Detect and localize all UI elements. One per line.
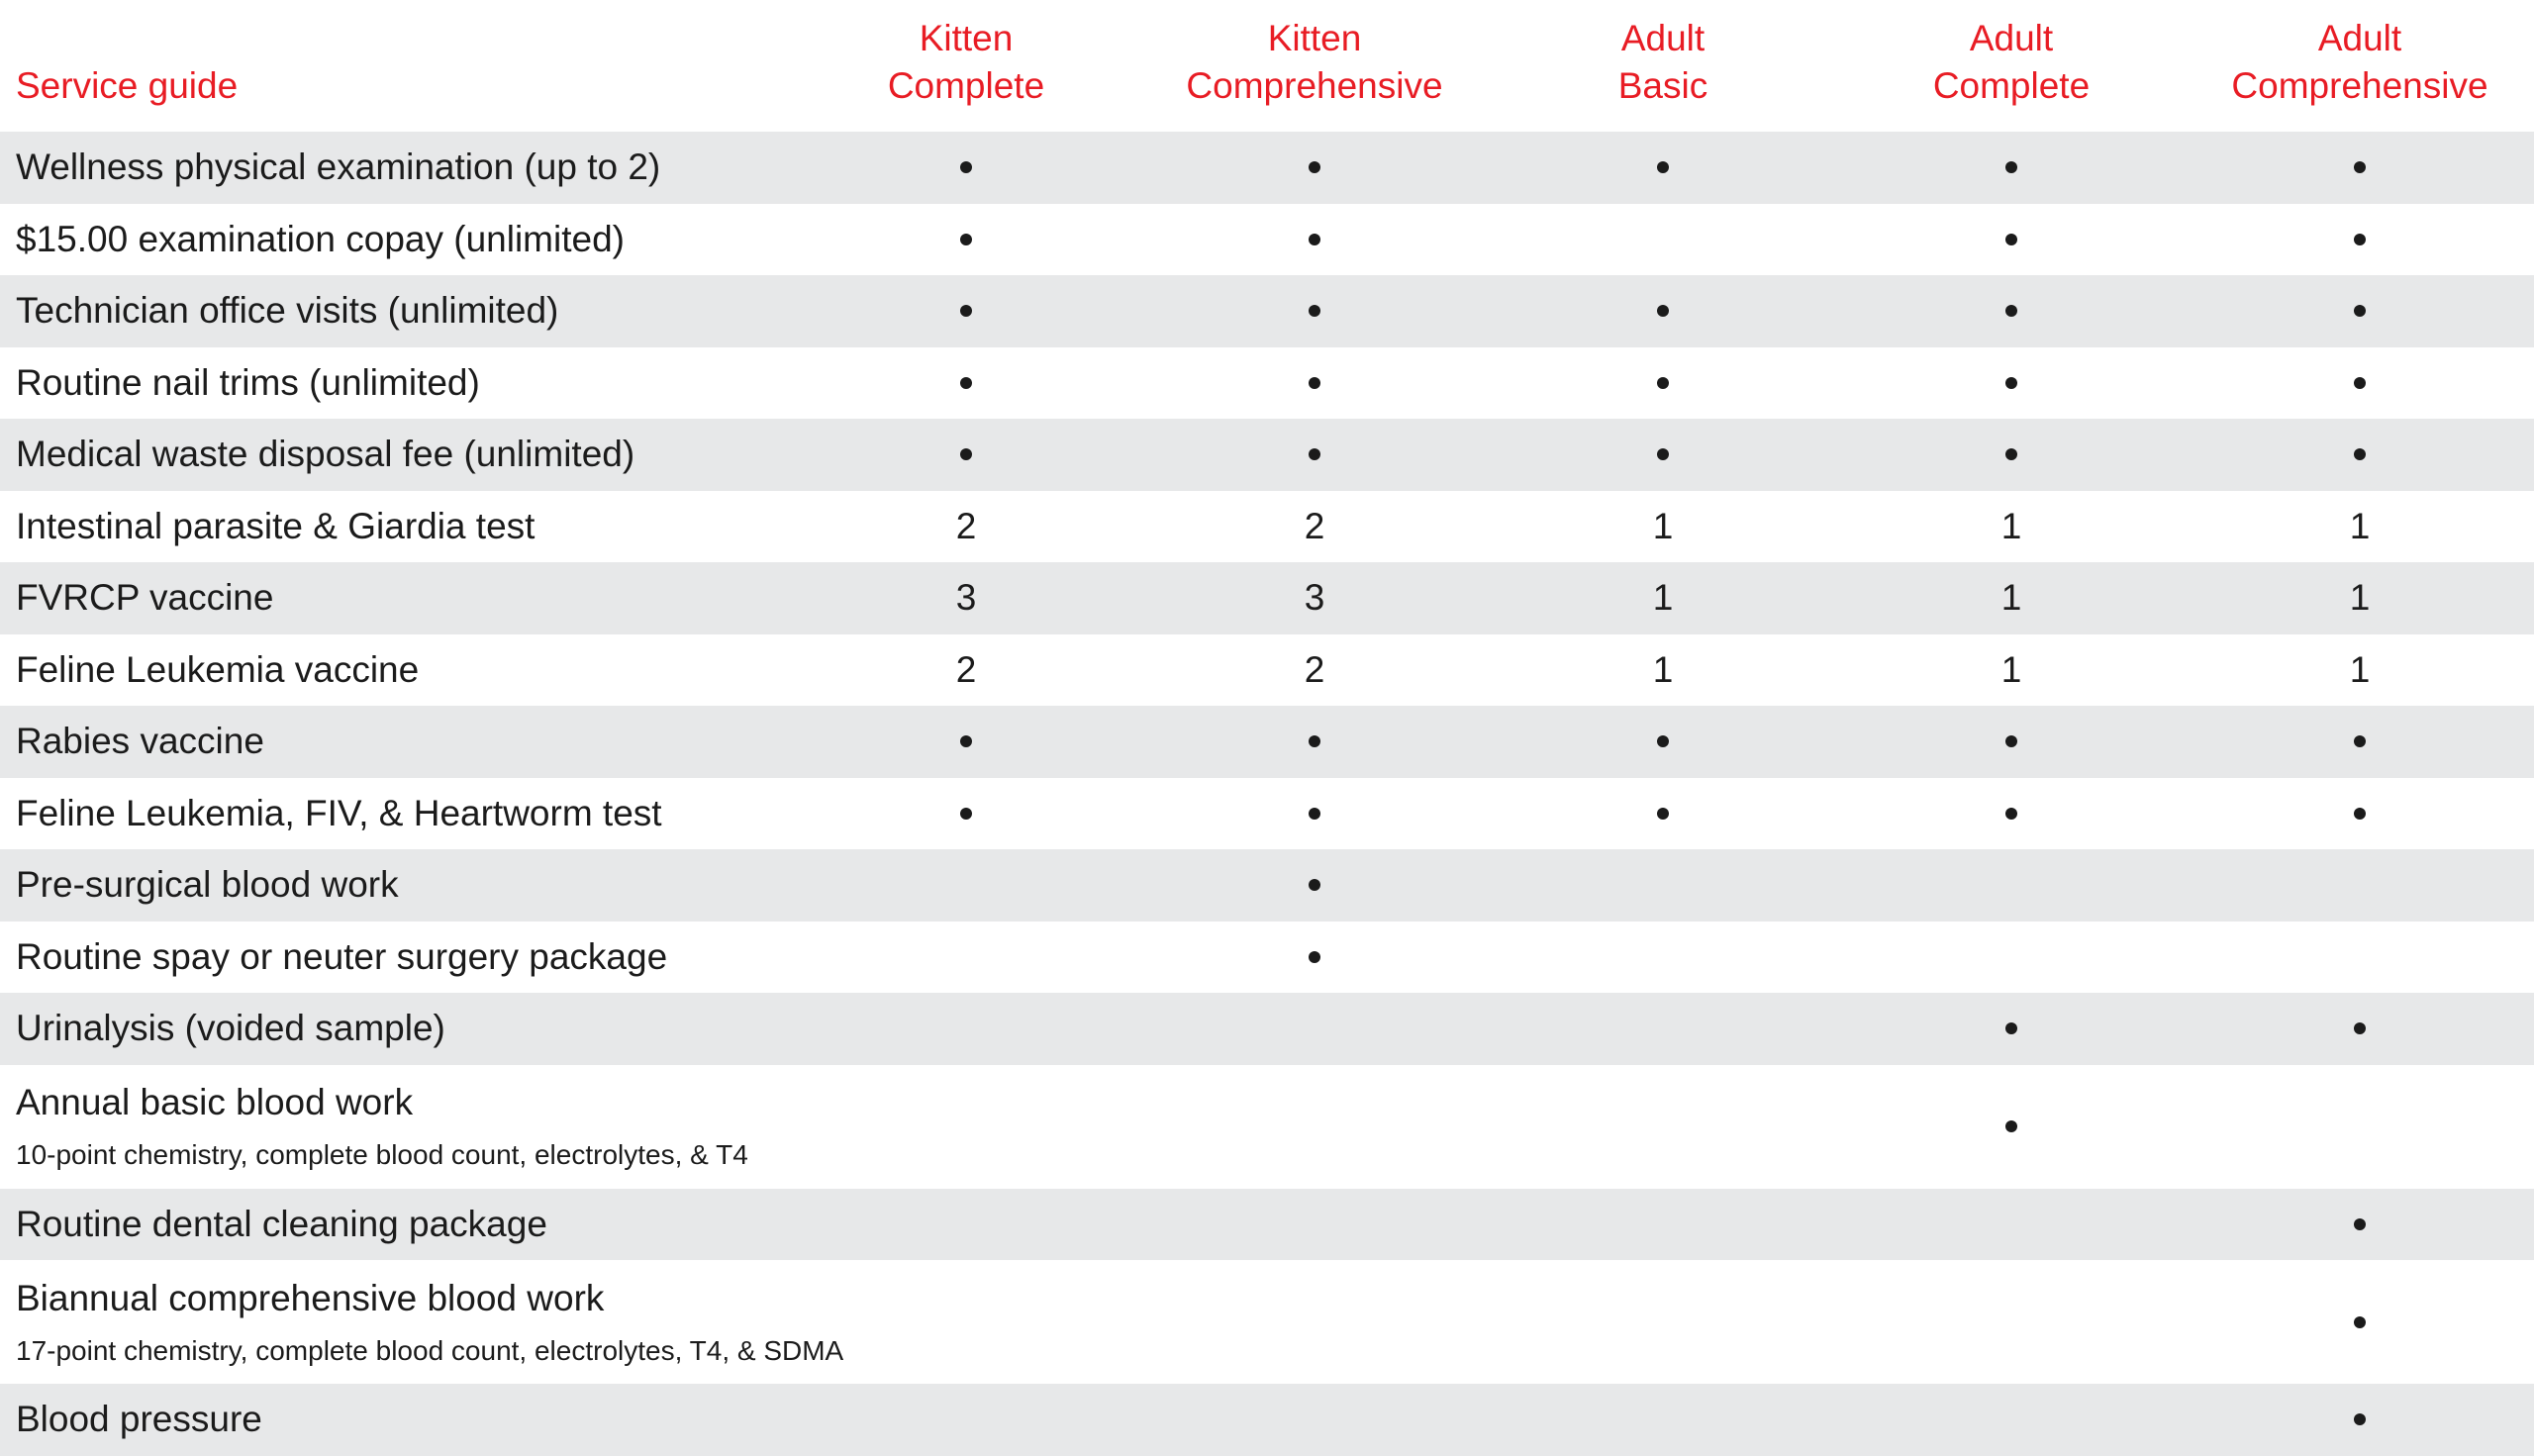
plan-cell	[2186, 735, 2534, 747]
included-dot-icon	[1657, 448, 1669, 460]
table-row	[0, 778, 2534, 850]
included-dot-icon	[2005, 808, 2017, 820]
plan-cell	[1140, 305, 1489, 317]
plan-header-line1: Adult	[1620, 18, 1706, 58]
included-dot-icon	[1657, 161, 1669, 173]
included-dot-icon	[960, 448, 972, 460]
column-header-service-guide: Service guide	[16, 65, 239, 106]
included-dot-icon	[1309, 879, 1320, 891]
quantity-value: 2	[955, 648, 977, 690]
plan-cell	[792, 506, 1140, 547]
service-subtext: 10-point chemistry, complete blood count, electrolytes, & T4	[16, 1139, 748, 1170]
table-row	[0, 1384, 2534, 1456]
service-label	[0, 1081, 792, 1172]
plan-cell	[1837, 649, 2186, 691]
column-header-kitten-complete	[792, 15, 1140, 110]
plan-cell	[792, 377, 1140, 389]
plan-cell	[2186, 1218, 2534, 1230]
plan-cell	[792, 305, 1140, 317]
included-dot-icon	[1309, 735, 1320, 747]
included-dot-icon	[2354, 234, 2366, 245]
table-row	[0, 347, 2534, 420]
plan-cell	[1140, 808, 1489, 820]
table-row	[0, 1065, 2534, 1189]
included-dot-icon	[1309, 377, 1320, 389]
plan-cell	[792, 234, 1140, 245]
plan-cell	[1837, 506, 2186, 547]
service-name: FVRCP vaccine	[16, 577, 274, 619]
included-dot-icon	[1309, 305, 1320, 317]
quantity-value: 3	[955, 577, 977, 619]
included-dot-icon	[960, 234, 972, 245]
quantity-value: 1	[2349, 577, 2371, 619]
plan-cell	[1837, 377, 2186, 389]
service-label	[0, 863, 792, 907]
plan-cell	[2186, 1413, 2534, 1425]
service-label	[0, 361, 792, 405]
service-label	[0, 720, 792, 763]
plan-header-line2: Complete	[887, 65, 1045, 106]
included-dot-icon	[2354, 1218, 2366, 1230]
included-dot-icon	[2354, 735, 2366, 747]
quantity-value: 2	[1304, 505, 1325, 546]
plan-cell	[2186, 161, 2534, 173]
included-dot-icon	[2354, 1022, 2366, 1034]
plan-cell	[1489, 808, 1837, 820]
service-label	[0, 935, 792, 979]
included-dot-icon	[1657, 808, 1669, 820]
plan-cell	[792, 735, 1140, 747]
service-name: Routine spay or neuter surgery package	[16, 935, 668, 977]
plan-cell	[1140, 506, 1489, 547]
service-label	[0, 289, 792, 333]
table-row	[0, 634, 2534, 707]
included-dot-icon	[1309, 234, 1320, 245]
plan-cell	[2186, 234, 2534, 245]
service-label	[0, 1398, 792, 1441]
included-dot-icon	[960, 305, 972, 317]
included-dot-icon	[2005, 448, 2017, 460]
plan-cell	[1140, 448, 1489, 460]
included-dot-icon	[2005, 735, 2017, 747]
service-label	[0, 1203, 792, 1246]
service-name: Routine dental cleaning package	[16, 1203, 547, 1244]
service-label	[0, 433, 792, 476]
included-dot-icon	[2005, 1022, 2017, 1034]
quantity-value: 1	[2349, 505, 2371, 546]
plan-header-line1: Adult	[2317, 18, 2402, 58]
service-name: Urinalysis (voided sample)	[16, 1008, 445, 1049]
included-dot-icon	[2354, 1413, 2366, 1425]
table-row	[0, 491, 2534, 563]
service-label	[0, 505, 792, 548]
column-header-kitten-comprehensive	[1140, 15, 1489, 110]
plan-cell	[1140, 735, 1489, 747]
column-header-adult-comprehensive	[2186, 15, 2534, 110]
included-dot-icon	[1657, 305, 1669, 317]
service-label	[0, 1277, 844, 1368]
service-name: Technician office visits (unlimited)	[16, 290, 559, 332]
column-header-adult-basic	[1489, 15, 1837, 110]
included-dot-icon	[1309, 161, 1320, 173]
quantity-value: 1	[2000, 505, 2022, 546]
table-row	[0, 706, 2534, 778]
service-name: Rabies vaccine	[16, 721, 264, 762]
plan-header-line1: Adult	[1969, 18, 2054, 58]
quantity-value: 1	[1652, 648, 1674, 690]
service-label	[0, 576, 792, 620]
plan-cell	[792, 577, 1140, 619]
table-row	[0, 1189, 2534, 1261]
quantity-value: 3	[1304, 577, 1325, 619]
plan-cell	[2186, 577, 2534, 619]
table-row	[0, 275, 2534, 347]
table-row	[0, 922, 2534, 994]
table-row	[0, 419, 2534, 491]
plan-cell	[1837, 448, 2186, 460]
service-name: Annual basic blood work	[16, 1082, 414, 1122]
service-label	[0, 146, 792, 189]
plan-cell	[1489, 377, 1837, 389]
plan-header-line2: Comprehensive	[2231, 65, 2488, 106]
plan-cell	[1837, 234, 2186, 245]
plan-cell	[2186, 448, 2534, 460]
included-dot-icon	[2354, 1316, 2366, 1328]
plan-cell	[2186, 1022, 2534, 1034]
plan-cell	[1489, 649, 1837, 691]
quantity-value: 2	[955, 505, 977, 546]
plan-cell	[1489, 305, 1837, 317]
table-body	[0, 132, 2534, 1456]
plan-cell	[1837, 1120, 2186, 1132]
included-dot-icon	[960, 735, 972, 747]
plan-cell	[1140, 879, 1489, 891]
service-name: Intestinal parasite & Giardia test	[16, 505, 536, 546]
included-dot-icon	[1309, 951, 1320, 963]
plan-cell	[1837, 1022, 2186, 1034]
table-row	[0, 204, 2534, 276]
column-header-adult-complete	[1837, 15, 2186, 110]
included-dot-icon	[2354, 808, 2366, 820]
quantity-value: 2	[1304, 648, 1325, 690]
service-label	[0, 218, 792, 261]
plan-cell	[1489, 577, 1837, 619]
plan-header-line1: Kitten	[919, 18, 1014, 58]
included-dot-icon	[2354, 448, 2366, 460]
service-name: Wellness physical examination (up to 2)	[16, 146, 661, 188]
included-dot-icon	[2005, 161, 2017, 173]
service-label	[0, 1007, 792, 1050]
plan-cell	[792, 161, 1140, 173]
included-dot-icon	[1657, 377, 1669, 389]
plan-cell	[792, 808, 1140, 820]
table-row	[0, 1260, 2534, 1384]
included-dot-icon	[2005, 1120, 2017, 1132]
quantity-value: 1	[2000, 648, 2022, 690]
plan-cell	[1837, 577, 2186, 619]
plan-cell	[2186, 649, 2534, 691]
included-dot-icon	[2005, 234, 2017, 245]
plan-cell	[2186, 808, 2534, 820]
service-name: Feline Leukemia, FIV, & Heartworm test	[16, 792, 662, 833]
included-dot-icon	[1309, 808, 1320, 820]
service-label	[0, 792, 792, 835]
service-name: Pre-surgical blood work	[16, 864, 399, 906]
included-dot-icon	[1309, 448, 1320, 460]
included-dot-icon	[2005, 305, 2017, 317]
plan-cell	[1837, 161, 2186, 173]
plan-cell	[1837, 305, 2186, 317]
plan-cell	[1140, 161, 1489, 173]
plan-cell	[1489, 506, 1837, 547]
table-row	[0, 562, 2534, 634]
included-dot-icon	[2354, 305, 2366, 317]
quantity-value: 1	[2349, 648, 2371, 690]
included-dot-icon	[2354, 161, 2366, 173]
plan-cell	[1140, 234, 1489, 245]
plan-cell	[1489, 161, 1837, 173]
plan-header-line2: Complete	[1932, 65, 2091, 106]
quantity-value: 1	[2000, 577, 2022, 619]
plan-header-line2: Basic	[1617, 65, 1708, 106]
quantity-value: 1	[1652, 505, 1674, 546]
plan-cell	[2186, 377, 2534, 389]
plan-cell	[1140, 649, 1489, 691]
plan-cell	[1140, 951, 1489, 963]
service-subtext: 17-point chemistry, complete blood count, electrolytes, T4, & SDMA	[16, 1334, 844, 1366]
plan-cell	[2186, 305, 2534, 317]
service-name: $15.00 examination copay (unlimited)	[16, 218, 625, 259]
table-header-row	[0, 0, 2534, 132]
included-dot-icon	[960, 161, 972, 173]
included-dot-icon	[2354, 377, 2366, 389]
plan-cell	[2186, 1316, 2534, 1328]
plan-cell	[2186, 506, 2534, 547]
plan-header-line1: Kitten	[1267, 18, 1362, 58]
service-name: Routine nail trims (unlimited)	[16, 361, 480, 403]
plan-cell	[792, 448, 1140, 460]
plan-cell	[1140, 577, 1489, 619]
plan-cell	[1837, 735, 2186, 747]
plan-cell	[1489, 448, 1837, 460]
service-name: Blood pressure	[16, 1399, 262, 1440]
plan-cell	[1489, 735, 1837, 747]
service-name: Biannual comprehensive blood work	[16, 1277, 605, 1318]
included-dot-icon	[1657, 735, 1669, 747]
included-dot-icon	[2005, 377, 2017, 389]
quantity-value: 1	[1652, 577, 1674, 619]
service-label	[0, 648, 792, 692]
plan-cell	[1837, 808, 2186, 820]
included-dot-icon	[960, 808, 972, 820]
included-dot-icon	[960, 377, 972, 389]
service-name: Feline Leukemia vaccine	[16, 648, 420, 690]
table-row	[0, 849, 2534, 922]
table-row	[0, 132, 2534, 204]
service-name: Medical waste disposal fee (unlimited)	[16, 434, 635, 475]
table-row	[0, 993, 2534, 1065]
plan-cell	[792, 649, 1140, 691]
plan-header-line2: Comprehensive	[1186, 65, 1443, 106]
plan-cell	[1140, 377, 1489, 389]
